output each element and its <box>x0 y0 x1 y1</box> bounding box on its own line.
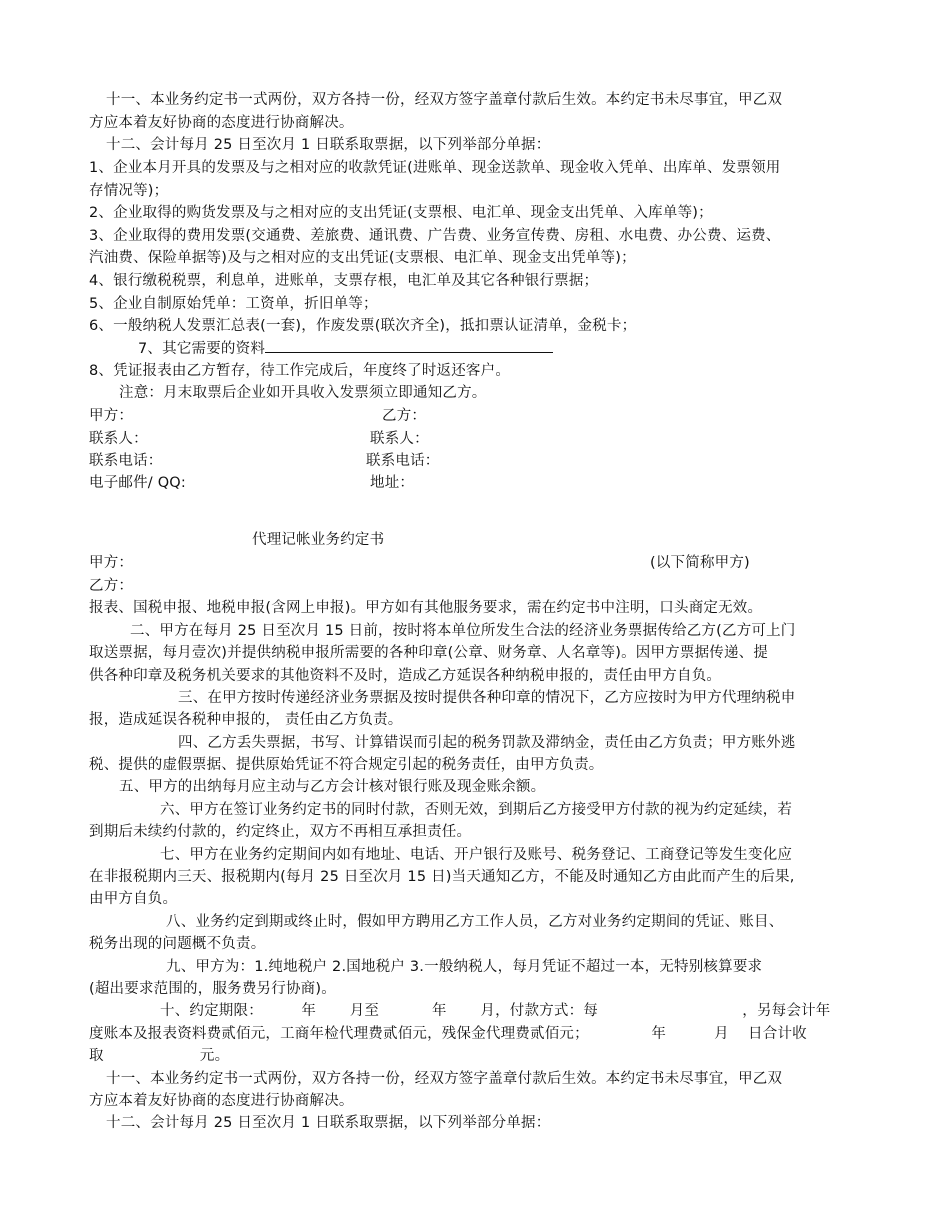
clause-2-line-3: 供各种印章及税务机关要求的其他资料不及时，造成乙方延误各种纳税申报的，责任由甲方自负。 <box>89 668 722 684</box>
item-8: 8、凭证报表由乙方暂存，待工作完成后，年度终了时返还客户。 <box>89 363 511 379</box>
clause-7-line-2: 在非报税期内三天、报税期内(每月 25 日至次月 15 日)当天通知乙方，不能及时通知乙方由此而产生的后果, <box>89 869 795 885</box>
clause-4-line-1: 四、乙方丢失票据，书写、计算错误而引起的税务罚款及滞纳金，责任由乙方负责；甲方账外逃 <box>178 735 796 751</box>
contract-clause-11-line-2: 方应本着友好协商的态度进行协商解决。 <box>89 1093 354 1109</box>
contact-b-label: 联系人： <box>370 431 429 447</box>
item-7-blank-line <box>265 338 553 353</box>
clause-7-line-3: 由甲方自负。 <box>89 891 178 907</box>
item-7-label: 7、其它需要的资料 <box>138 341 266 357</box>
clause-6-line-2: 到期后未续约付款的，约定终止，双方不再相互承担责任。 <box>89 824 472 840</box>
item-5: 5、企业自制原始凭单：工资单，折旧单等； <box>89 296 378 312</box>
clause-3-line-1: 三、在甲方按时传递经济业务票据及按时提供各种印章的情况下，乙方应按时为甲方代理纳税申 <box>178 690 796 706</box>
clause-10-line-3: 取 元。 <box>89 1048 230 1064</box>
item-4: 4、银行缴税税票，利息单，进账单，支票存根，电汇单及其它各种银行票据； <box>89 273 599 289</box>
item-3-line-1: 3、企业取得的费用发票(交通费、差旅费、通讯费、广告费、业务宣传费、房租、水电费、办公费、运费、 <box>89 228 781 244</box>
address-label: 地址： <box>370 475 415 491</box>
contract-clause-12: 十二、会计每月 25 日至次月 1 日联系取票据，以下列举部分单据： <box>106 1115 551 1131</box>
clause-3-line-2: 报，造成延误各税种申报的， 责任由乙方负责。 <box>89 712 403 728</box>
item-1-line-2: 存情况等)； <box>89 183 169 199</box>
clause-2-line-1: 二、甲方在每月 25 日至次月 15 日前，按时将本单位所发生合法的经济业务票据传给乙方(乙方可上门 <box>130 623 796 639</box>
clause-4-line-2: 税、提供的虚假票据、提供原始凭证不符合规定引起的税务责任，由甲方负责。 <box>89 757 604 773</box>
clause-9-line-2: (超出要求范围的，服务费另行协商)。 <box>89 981 336 997</box>
clause-12: 十二、会计每月 25 日至次月 1 日联系取票据，以下列举部分单据： <box>106 137 551 153</box>
email-qq-label: 电子邮件/ QQ: <box>89 475 187 491</box>
phone-b-label: 联系电话： <box>366 453 440 469</box>
clause-10-line-2: 度账本及报表资料费贰佰元，工商年检代理费贰佰元，残保金代理费贰佰元； 年 月 日合计收 <box>89 1026 807 1042</box>
contract-title: 代理记帐业务约定书 <box>252 532 385 548</box>
clause-2-line-2: 取送票据，每月壹次)并提供纳税申报所需要的各种印章(公章、财务章、人名章等)。因甲方票据传递、提 <box>89 645 769 661</box>
clause-7-line-1: 七、甲方在业务约定期间内如有地址、电话、开户银行及账号、税务登记、工商登记等发生变化应 <box>160 847 793 863</box>
clause-8-line-2: 税务出现的问题概不负责。 <box>89 936 266 952</box>
note: 注意：月末取票后企业如开具收入发票须立即通知乙方。 <box>119 385 487 401</box>
item-7 <box>138 338 553 360</box>
item-2: 2、企业取得的购货发票及与之相对应的支出凭证(支票根、电汇单、现金支出凭单、入库单等)； <box>89 205 713 221</box>
contract-party-a-label: 甲方： <box>89 555 134 571</box>
clause-9-line-1: 九、甲方为：1.纯地税户 2.国地税户 3.一般纳税人，每月凭证不超过一本，无特别核算要求 <box>166 959 763 975</box>
clause-10-line-1: 十、约定期限： 年 月至 年 月，付款方式：每 ，另每会计年 <box>160 1003 831 1019</box>
clause-11-line-2: 方应本着友好协商的态度进行协商解决。 <box>89 115 354 131</box>
clause-6-line-1: 六、甲方在签订业务约定书的同时付款，否则无效，到期后乙方接受甲方付款的视为约定延续，若 <box>160 802 793 818</box>
party-b-label: 乙方： <box>382 408 427 424</box>
clause-5: 五、甲方的出纳每月应主动与乙方会计核对银行账及现金账余额。 <box>119 779 546 795</box>
contract-clause-11-line-1: 十一、本业务约定书一式两份，双方各持一份，经双方签字盖章付款后生效。本约定书未尽事宜，甲乙双 <box>106 1071 783 1087</box>
item-6: 6、一般纳税人发票汇总表(一套)，作废发票(联次齐全)，抵扣票认证清单，金税卡； <box>89 318 637 334</box>
phone-a-label: 联系电话： <box>89 453 163 469</box>
contact-a-label: 联系人： <box>89 431 148 447</box>
clause-8-line-1: 八、业务约定到期或终止时，假如甲方聘用乙方工作人员，乙方对业务约定期间的凭证、账目、 <box>166 914 784 930</box>
item-3-line-2: 汽油费、保险单据等)及与之相对应的支出凭证(支票根、电汇单、现金支出凭单等)； <box>89 250 636 266</box>
party-a-label: 甲方： <box>89 408 134 424</box>
contract-party-a-abbr: (以下简称甲方) <box>650 555 750 571</box>
contract-party-b-label: 乙方： <box>89 578 134 594</box>
clause-11-line-1: 十一、本业务约定书一式两份，双方各持一份，经双方签字盖章付款后生效。本约定书未尽事宜，甲乙双 <box>106 92 783 108</box>
clause-1-tail: 报表、国税申报、地税申报(含网上申报)。甲方如有其他服务要求，需在约定书中注明，口头商定无效。 <box>89 600 763 616</box>
item-1-line-1: 1、企业本月开具的发票及与之相对应的收款凭证(进账单、现金送款单、现金收入凭单、出库单、发票领用 <box>89 160 781 176</box>
